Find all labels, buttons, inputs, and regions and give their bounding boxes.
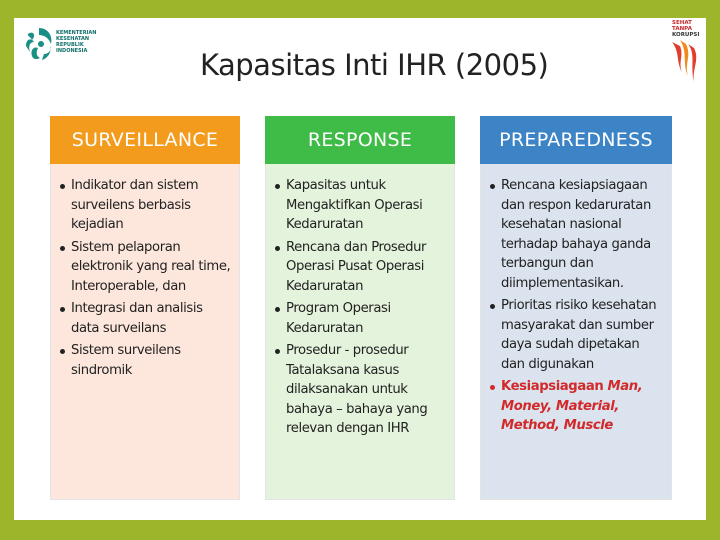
list-item: Rencana kesiapsiagaan dan respon kedaruratan kesehatan nasional terhadap bahaya ganda terbangun dan diimplementasikan. xyxy=(501,176,665,293)
list-item: Prioritas risiko kesehatan masyarakat dan sumber daya sudah dipetakan dan digunakan xyxy=(501,296,665,374)
highlight-prefix: Kesiapsiagaan xyxy=(501,379,608,394)
list-item: Prosedur - prosedur Tatalaksana kasus dilaksanakan untuk bahaya – bahaya yang relevan dengan IHR xyxy=(286,341,448,439)
kemenkes-emblem-icon xyxy=(22,24,56,68)
column-body xyxy=(50,164,240,500)
anti-corruption-logo xyxy=(668,20,704,86)
column-header: RESPONSE xyxy=(265,116,455,164)
slide xyxy=(14,18,706,520)
column-header: PREPAREDNESS xyxy=(480,116,672,164)
list-item: Sistem surveilens sindromik xyxy=(71,341,233,380)
highlight-list-item xyxy=(501,377,665,436)
flame-icon xyxy=(670,38,702,86)
response-column xyxy=(265,116,455,500)
logo-right-line: KORUPSI xyxy=(672,32,700,38)
list-item: Kapasitas untuk Mengaktifkan Operasi Kedaruratan xyxy=(286,176,448,235)
preparedness-column xyxy=(480,116,672,500)
logo-right-line: TANPA xyxy=(672,26,692,32)
column-body xyxy=(480,164,672,500)
list-item: Sistem pelaporan elektronik yang real time, Interoperable, dan xyxy=(71,238,233,297)
logo-left-line: REPUBLIK xyxy=(56,42,84,48)
list-item: Integrasi dan analisis data surveilans xyxy=(71,299,233,338)
highlight-italic: Man, Money, Material, Method, Muscle xyxy=(501,379,643,433)
logo-right-line: SEHAT xyxy=(672,20,692,26)
logo-left-line: KESEHATAN xyxy=(56,36,90,42)
kemenkes-logo xyxy=(22,22,102,72)
surveillance-column xyxy=(50,116,240,500)
list-item: Rencana dan Prosedur Operasi Pusat Operasi Kedaruratan xyxy=(286,238,448,297)
logo-left-line: KEMENTERIAN xyxy=(56,30,97,36)
column-header: SURVEILLANCE xyxy=(50,116,240,164)
page-title: Kapasitas Inti IHR (2005) xyxy=(200,48,549,82)
list-item: Program Operasi Kedaruratan xyxy=(286,299,448,338)
logo-left-line: INDONESIA xyxy=(56,48,88,54)
list-item: Indikator dan sistem surveilens berbasis kejadian xyxy=(71,176,233,235)
column-body xyxy=(265,164,455,500)
